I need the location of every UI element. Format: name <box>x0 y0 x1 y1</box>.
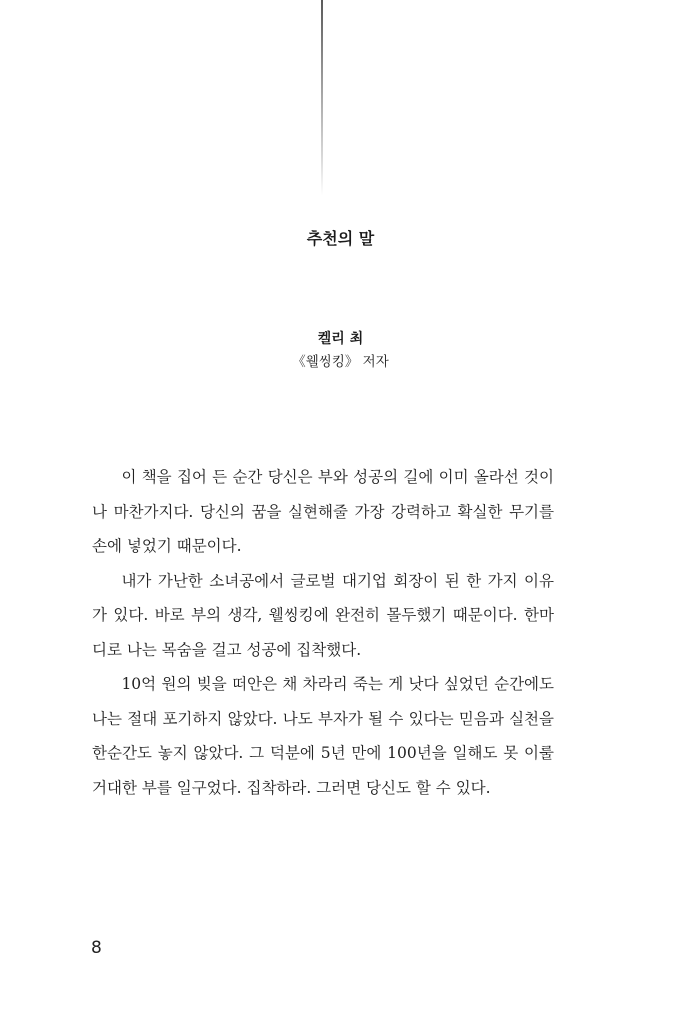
paragraph: 내가 가난한 소녀공에서 글로벌 대기업 회장이 된 한 가지 이유가 있다. 바로 부의 생각, 웰씽킹에 완전히 몰두했기 때문이다. 한마디로 나는 목숨을 걸고 성공에 집착했다. <box>92 571 554 659</box>
decorative-vertical-rule <box>321 0 323 196</box>
section-title: 추천의 말 <box>306 229 375 248</box>
recommendation-body <box>92 460 554 805</box>
paragraph: 이 책을 집어 든 순간 당신은 부와 성공의 길에 이미 올라선 것이나 마찬가지다. 당신의 꿈을 실현해줄 가장 강력하고 확실한 무기를 손에 넣었기 때문이다. <box>92 468 554 555</box>
paragraph: 10억 원의 빚을 떠안은 채 차라리 죽는 게 낫다 싶었던 순간에도 나는 절대 포기하지 않았다. 나도 부자가 될 수 있다는 믿음과 실천을 한순간도 놓지 않았다. 그 덕분에 5년 만에 100년을 일해도 못 이룰 거대한 부를 일구었다. 집착하라. 그러면 당신도 할 수 있다. <box>92 675 554 797</box>
author-name: 켈리 최 <box>317 331 364 347</box>
author-role: 《웰씽킹》 저자 <box>292 354 389 370</box>
page-number: 8 <box>91 938 102 958</box>
